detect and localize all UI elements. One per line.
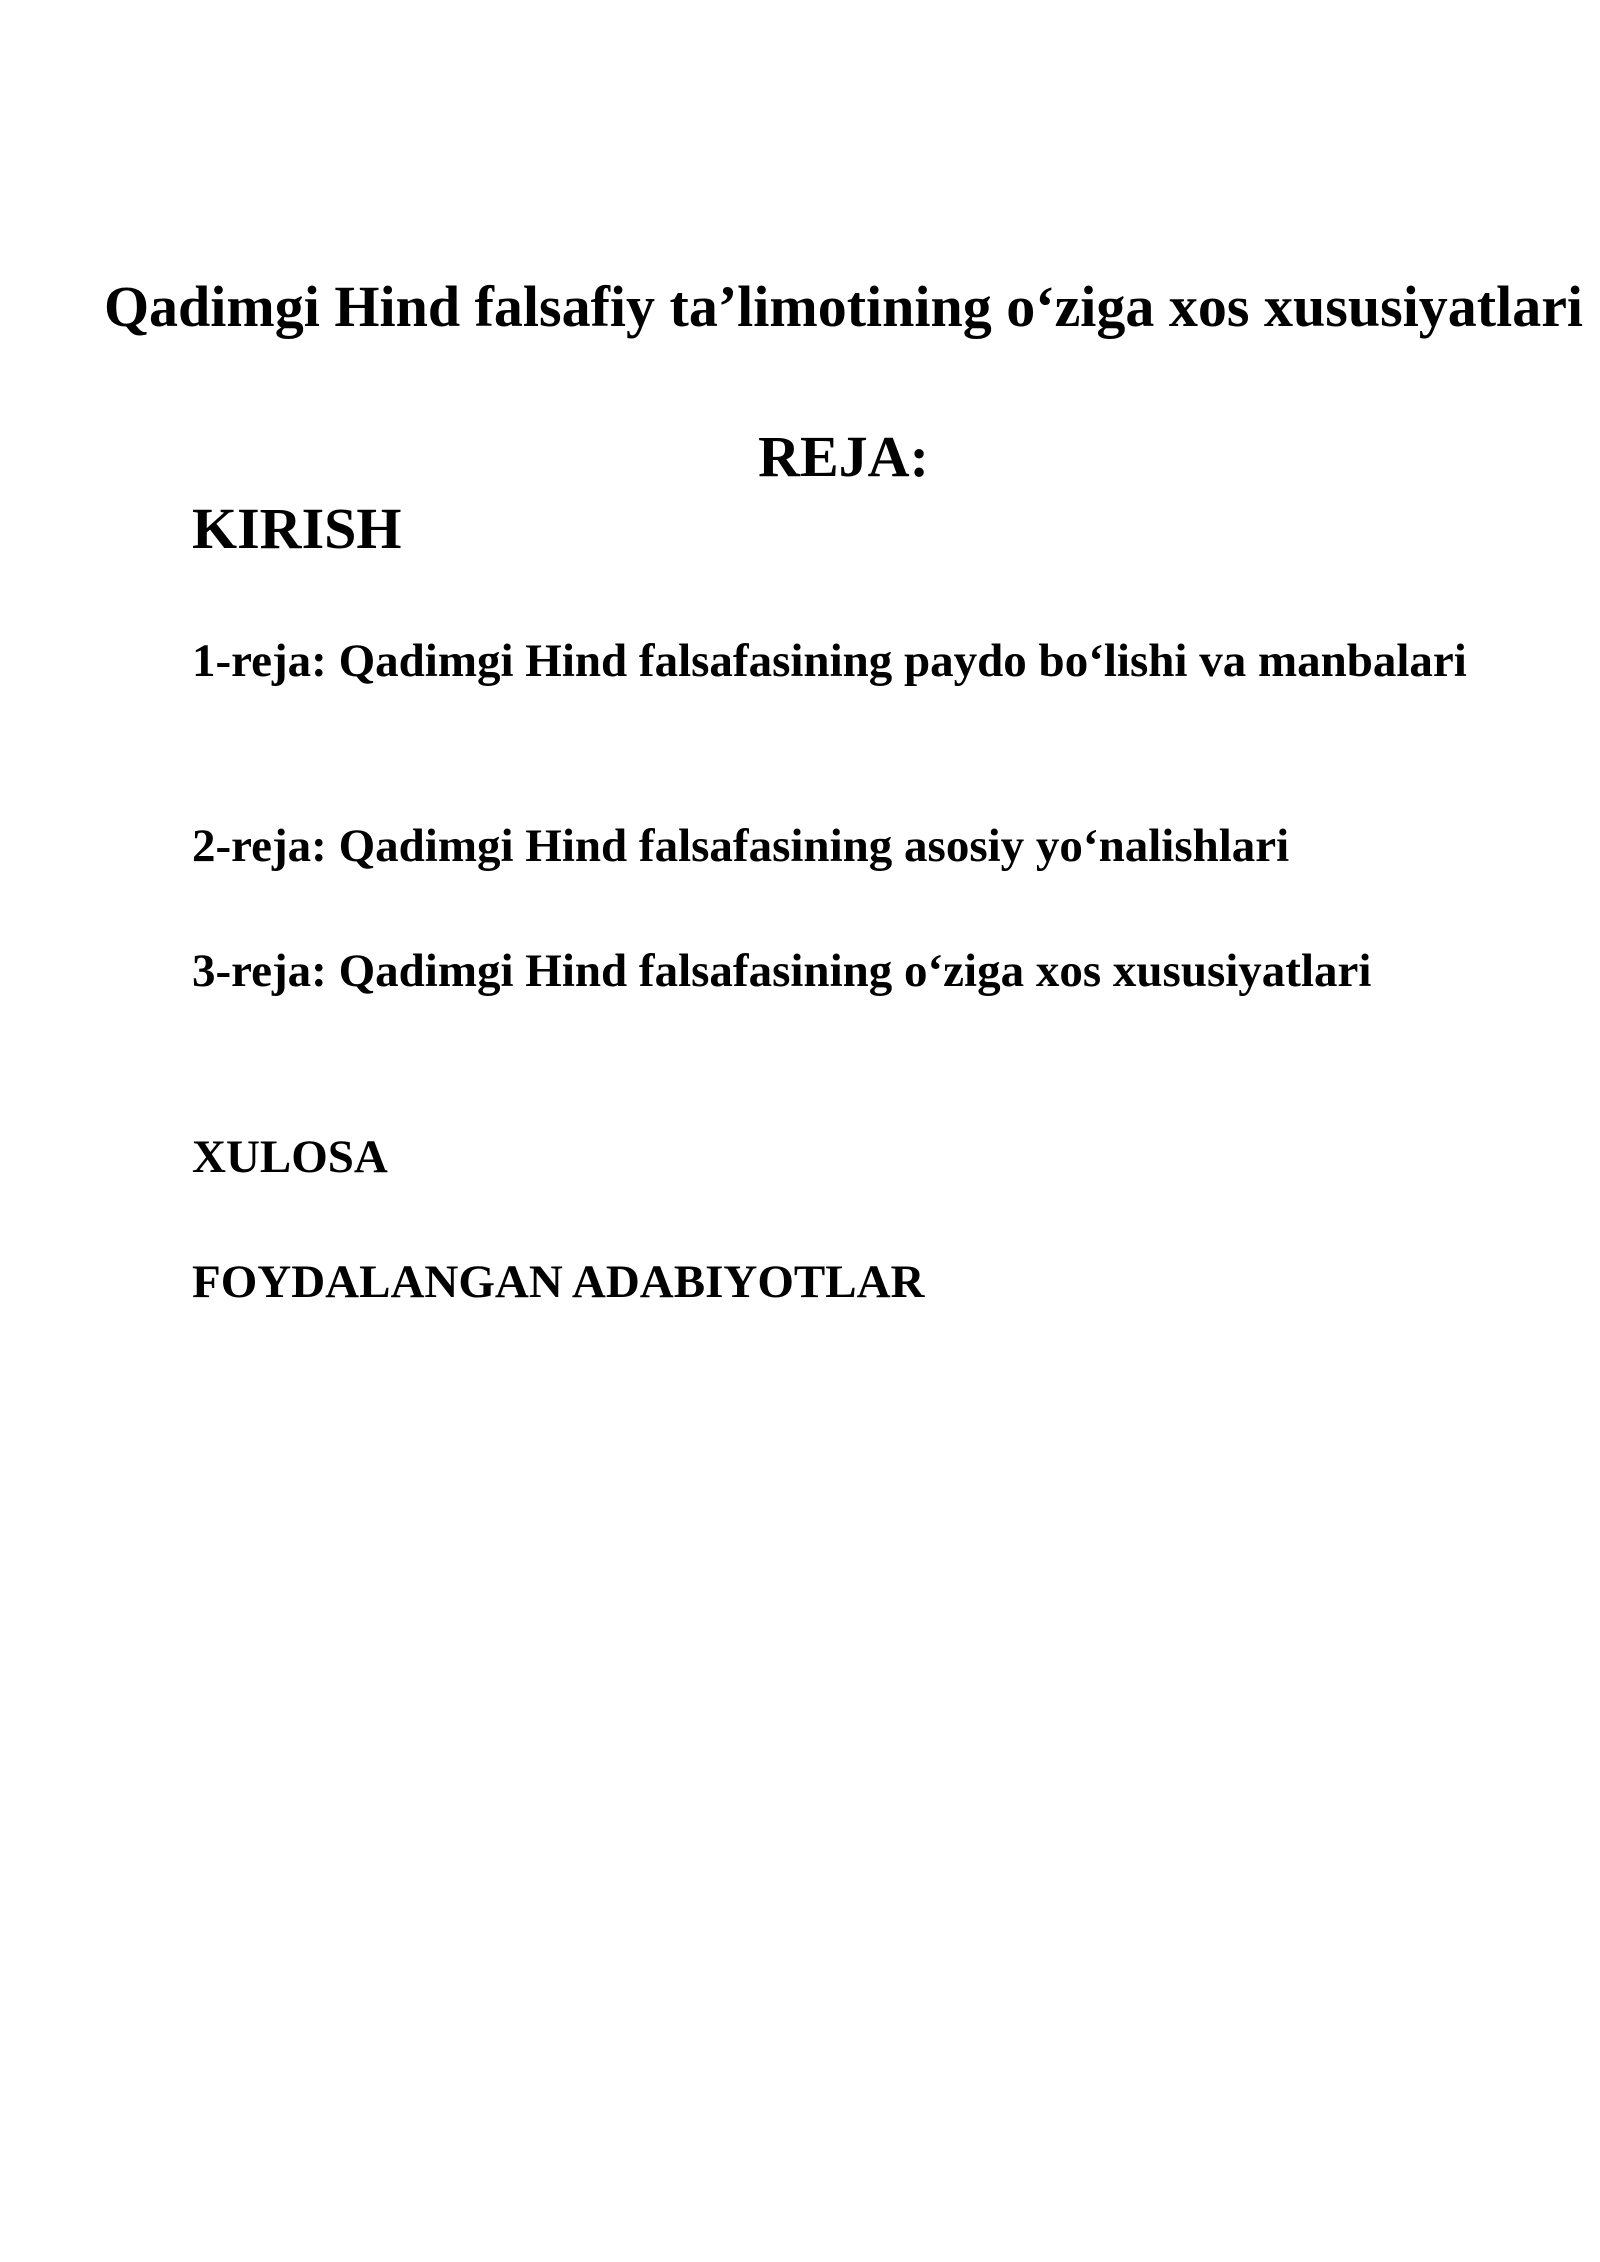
conclusion-heading: XULOSA	[192, 1131, 388, 1183]
intro-heading: KIRISH	[192, 496, 402, 561]
plan-item-3: 3-reja: Qadimgi Hind falsafasining o‘ziga xos xususiyatlari	[192, 945, 1372, 997]
plan-item-2: 2-reja: Qadimgi Hind falsafasining asosiy yo‘nalishlari	[192, 820, 1290, 872]
plan-heading: REJA:	[758, 424, 929, 489]
document-title: Qadimgi Hind falsafiy ta’limotining o‘ziga xos xususiyatlari	[103, 274, 1584, 339]
references-heading: FOYDALANGAN ADABIYOTLAR	[192, 1256, 925, 1308]
plan-item-1: 1-reja: Qadimgi Hind falsafasining paydo bo‘lishi va manbalari	[192, 635, 1467, 687]
